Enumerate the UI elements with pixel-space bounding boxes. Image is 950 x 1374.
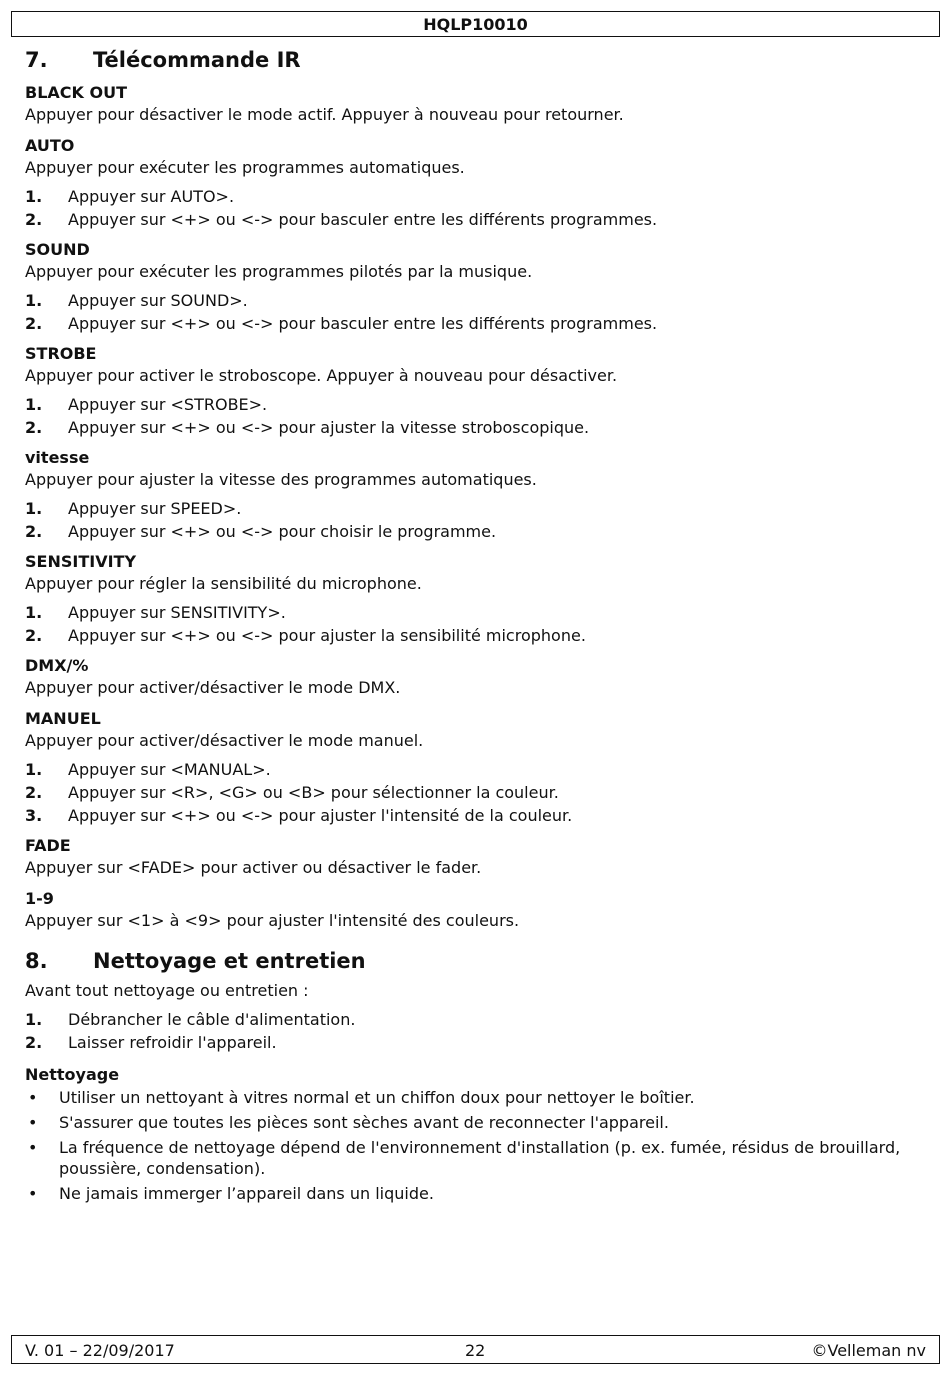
remote-function-list	[25, 82, 925, 933]
step-number: 1.	[25, 395, 43, 414]
step-item	[25, 185, 925, 208]
function-block	[25, 551, 925, 647]
function-description: Appuyer pour exécuter les programmes pilotés par la musique.	[25, 262, 533, 281]
step-number: 1.	[25, 291, 43, 310]
function-title: AUTO	[25, 136, 75, 155]
page-number: 22	[465, 1341, 486, 1360]
step-item	[25, 520, 925, 543]
function-block	[25, 135, 925, 231]
bullet-item	[25, 1087, 925, 1108]
bullet-item	[25, 1112, 925, 1133]
step-number: 1.	[25, 603, 43, 622]
version-date: V. 01 – 22/09/2017	[25, 1341, 175, 1360]
cleaning-subtitle: Nettoyage	[25, 1065, 120, 1084]
function-title: FADE	[25, 836, 71, 855]
function-block	[25, 708, 925, 827]
step-text: Appuyer sur <+> ou <-> pour choisir le programme.	[68, 522, 497, 541]
function-title: STROBE	[25, 344, 97, 363]
step-text: Appuyer sur <R>, <G> ou <B> pour sélectionner la couleur.	[68, 783, 559, 802]
function-block	[25, 888, 925, 933]
step-text: Appuyer sur SENSITIVITY>.	[68, 603, 286, 622]
step-text: Appuyer sur <+> ou <-> pour ajuster l'intensité de la couleur.	[68, 806, 573, 825]
step-list	[25, 289, 925, 335]
step-number: 2.	[25, 626, 43, 645]
function-title: 1-9	[25, 889, 54, 908]
step-number: 1.	[25, 760, 43, 779]
function-block	[25, 655, 925, 700]
step-text: Appuyer sur <STROBE>.	[68, 395, 268, 414]
step-number: 1.	[25, 187, 43, 206]
function-title: MANUEL	[25, 709, 101, 728]
function-description: Appuyer pour activer le stroboscope. Appuyer à nouveau pour désactiver.	[25, 366, 618, 385]
function-title: DMX/%	[25, 656, 89, 675]
maintenance-intro: Avant tout nettoyage ou entretien :	[25, 981, 309, 1000]
step-item	[25, 601, 925, 624]
bullet-icon: •	[28, 1113, 38, 1132]
step-item	[25, 312, 925, 335]
bullet-icon: •	[28, 1184, 38, 1203]
step-list	[25, 601, 925, 647]
page-header	[11, 11, 940, 37]
function-description: Appuyer pour activer/désactiver le mode DMX.	[25, 678, 401, 697]
function-description: Appuyer sur <FADE> pour activer ou désactiver le fader.	[25, 858, 482, 877]
step-text: Appuyer sur <+> ou <-> pour basculer entre les différents programmes.	[68, 210, 658, 229]
function-title: vitesse	[25, 448, 90, 467]
step-number: 2.	[25, 783, 43, 802]
step-text: Appuyer sur <MANUAL>.	[68, 760, 271, 779]
bullet-text: S'assurer que toutes les pièces sont sèches avant de reconnecter l'appareil.	[59, 1113, 669, 1132]
section-title: Télécommande IR	[93, 48, 301, 72]
bullet-text: Ne jamais immerger l’appareil dans un liquide.	[59, 1184, 434, 1203]
bullet-text: La fréquence de nettoyage dépend de l'environnement d'installation (p. ex. fumée, résidus de brouillard, poussière, condensation).	[59, 1138, 901, 1178]
copyright: ©Velleman nv	[811, 1341, 926, 1360]
function-block	[25, 82, 925, 127]
bullet-item	[25, 1137, 925, 1179]
page-footer	[11, 1335, 940, 1364]
step-number: 2.	[25, 418, 43, 437]
step-text: Appuyer sur SOUND>.	[68, 291, 248, 310]
function-description: Appuyer pour activer/désactiver le mode manuel.	[25, 731, 424, 750]
step-text: Appuyer sur <+> ou <-> pour ajuster la vitesse stroboscopique.	[68, 418, 590, 437]
step-item	[25, 758, 925, 781]
step-item	[25, 289, 925, 312]
step-item	[25, 1008, 925, 1031]
step-item	[25, 1031, 925, 1054]
section-7-heading	[25, 44, 925, 78]
bullet-icon: •	[28, 1138, 38, 1157]
function-description: Appuyer sur <1> à <9> pour ajuster l'intensité des couleurs.	[25, 911, 520, 930]
step-number: 2.	[25, 1033, 43, 1052]
function-title: SENSITIVITY	[25, 552, 137, 571]
function-description: Appuyer pour exécuter les programmes automatiques.	[25, 158, 465, 177]
step-list	[25, 497, 925, 543]
cleaning-bullets	[25, 1087, 925, 1204]
maintenance-steps	[25, 1008, 925, 1054]
function-block	[25, 343, 925, 439]
function-description: Appuyer pour régler la sensibilité du microphone.	[25, 574, 422, 593]
section-number: 8.	[25, 949, 48, 973]
step-text: Appuyer sur SPEED>.	[68, 499, 242, 518]
document-code: HQLP10010	[423, 15, 528, 34]
function-title: BLACK OUT	[25, 83, 127, 102]
bullet-icon: •	[28, 1088, 38, 1107]
step-text: Appuyer sur AUTO>.	[68, 187, 235, 206]
step-list	[25, 185, 925, 231]
section-title: Nettoyage et entretien	[93, 949, 366, 973]
step-list	[25, 758, 925, 827]
step-number: 1.	[25, 1010, 43, 1029]
section-number: 7.	[25, 48, 48, 72]
function-block	[25, 835, 925, 880]
bullet-text: Utiliser un nettoyant à vitres normal et un chiffon doux pour nettoyer le boîtier.	[59, 1088, 695, 1107]
step-item	[25, 624, 925, 647]
step-item	[25, 781, 925, 804]
function-description: Appuyer pour désactiver le mode actif. Appuyer à nouveau pour retourner.	[25, 105, 624, 124]
bullet-item	[25, 1183, 925, 1204]
step-number: 2.	[25, 314, 43, 333]
step-item	[25, 416, 925, 439]
function-description: Appuyer pour ajuster la vitesse des programmes automatiques.	[25, 470, 537, 489]
step-item	[25, 804, 925, 827]
step-text: Appuyer sur <+> ou <-> pour ajuster la sensibilité microphone.	[68, 626, 586, 645]
function-title: SOUND	[25, 240, 90, 259]
step-text: Laisser refroidir l'appareil.	[68, 1033, 277, 1052]
step-number: 2.	[25, 210, 43, 229]
step-number: 2.	[25, 522, 43, 541]
function-block	[25, 447, 925, 543]
step-item	[25, 393, 925, 416]
step-number: 3.	[25, 806, 43, 825]
step-text: Appuyer sur <+> ou <-> pour basculer entre les différents programmes.	[68, 314, 658, 333]
step-item	[25, 497, 925, 520]
section-8-heading	[25, 945, 925, 979]
step-list	[25, 393, 925, 439]
page-content	[25, 44, 925, 1208]
step-number: 1.	[25, 499, 43, 518]
function-block	[25, 239, 925, 335]
step-text: Débrancher le câble d'alimentation.	[68, 1010, 356, 1029]
step-item	[25, 208, 925, 231]
